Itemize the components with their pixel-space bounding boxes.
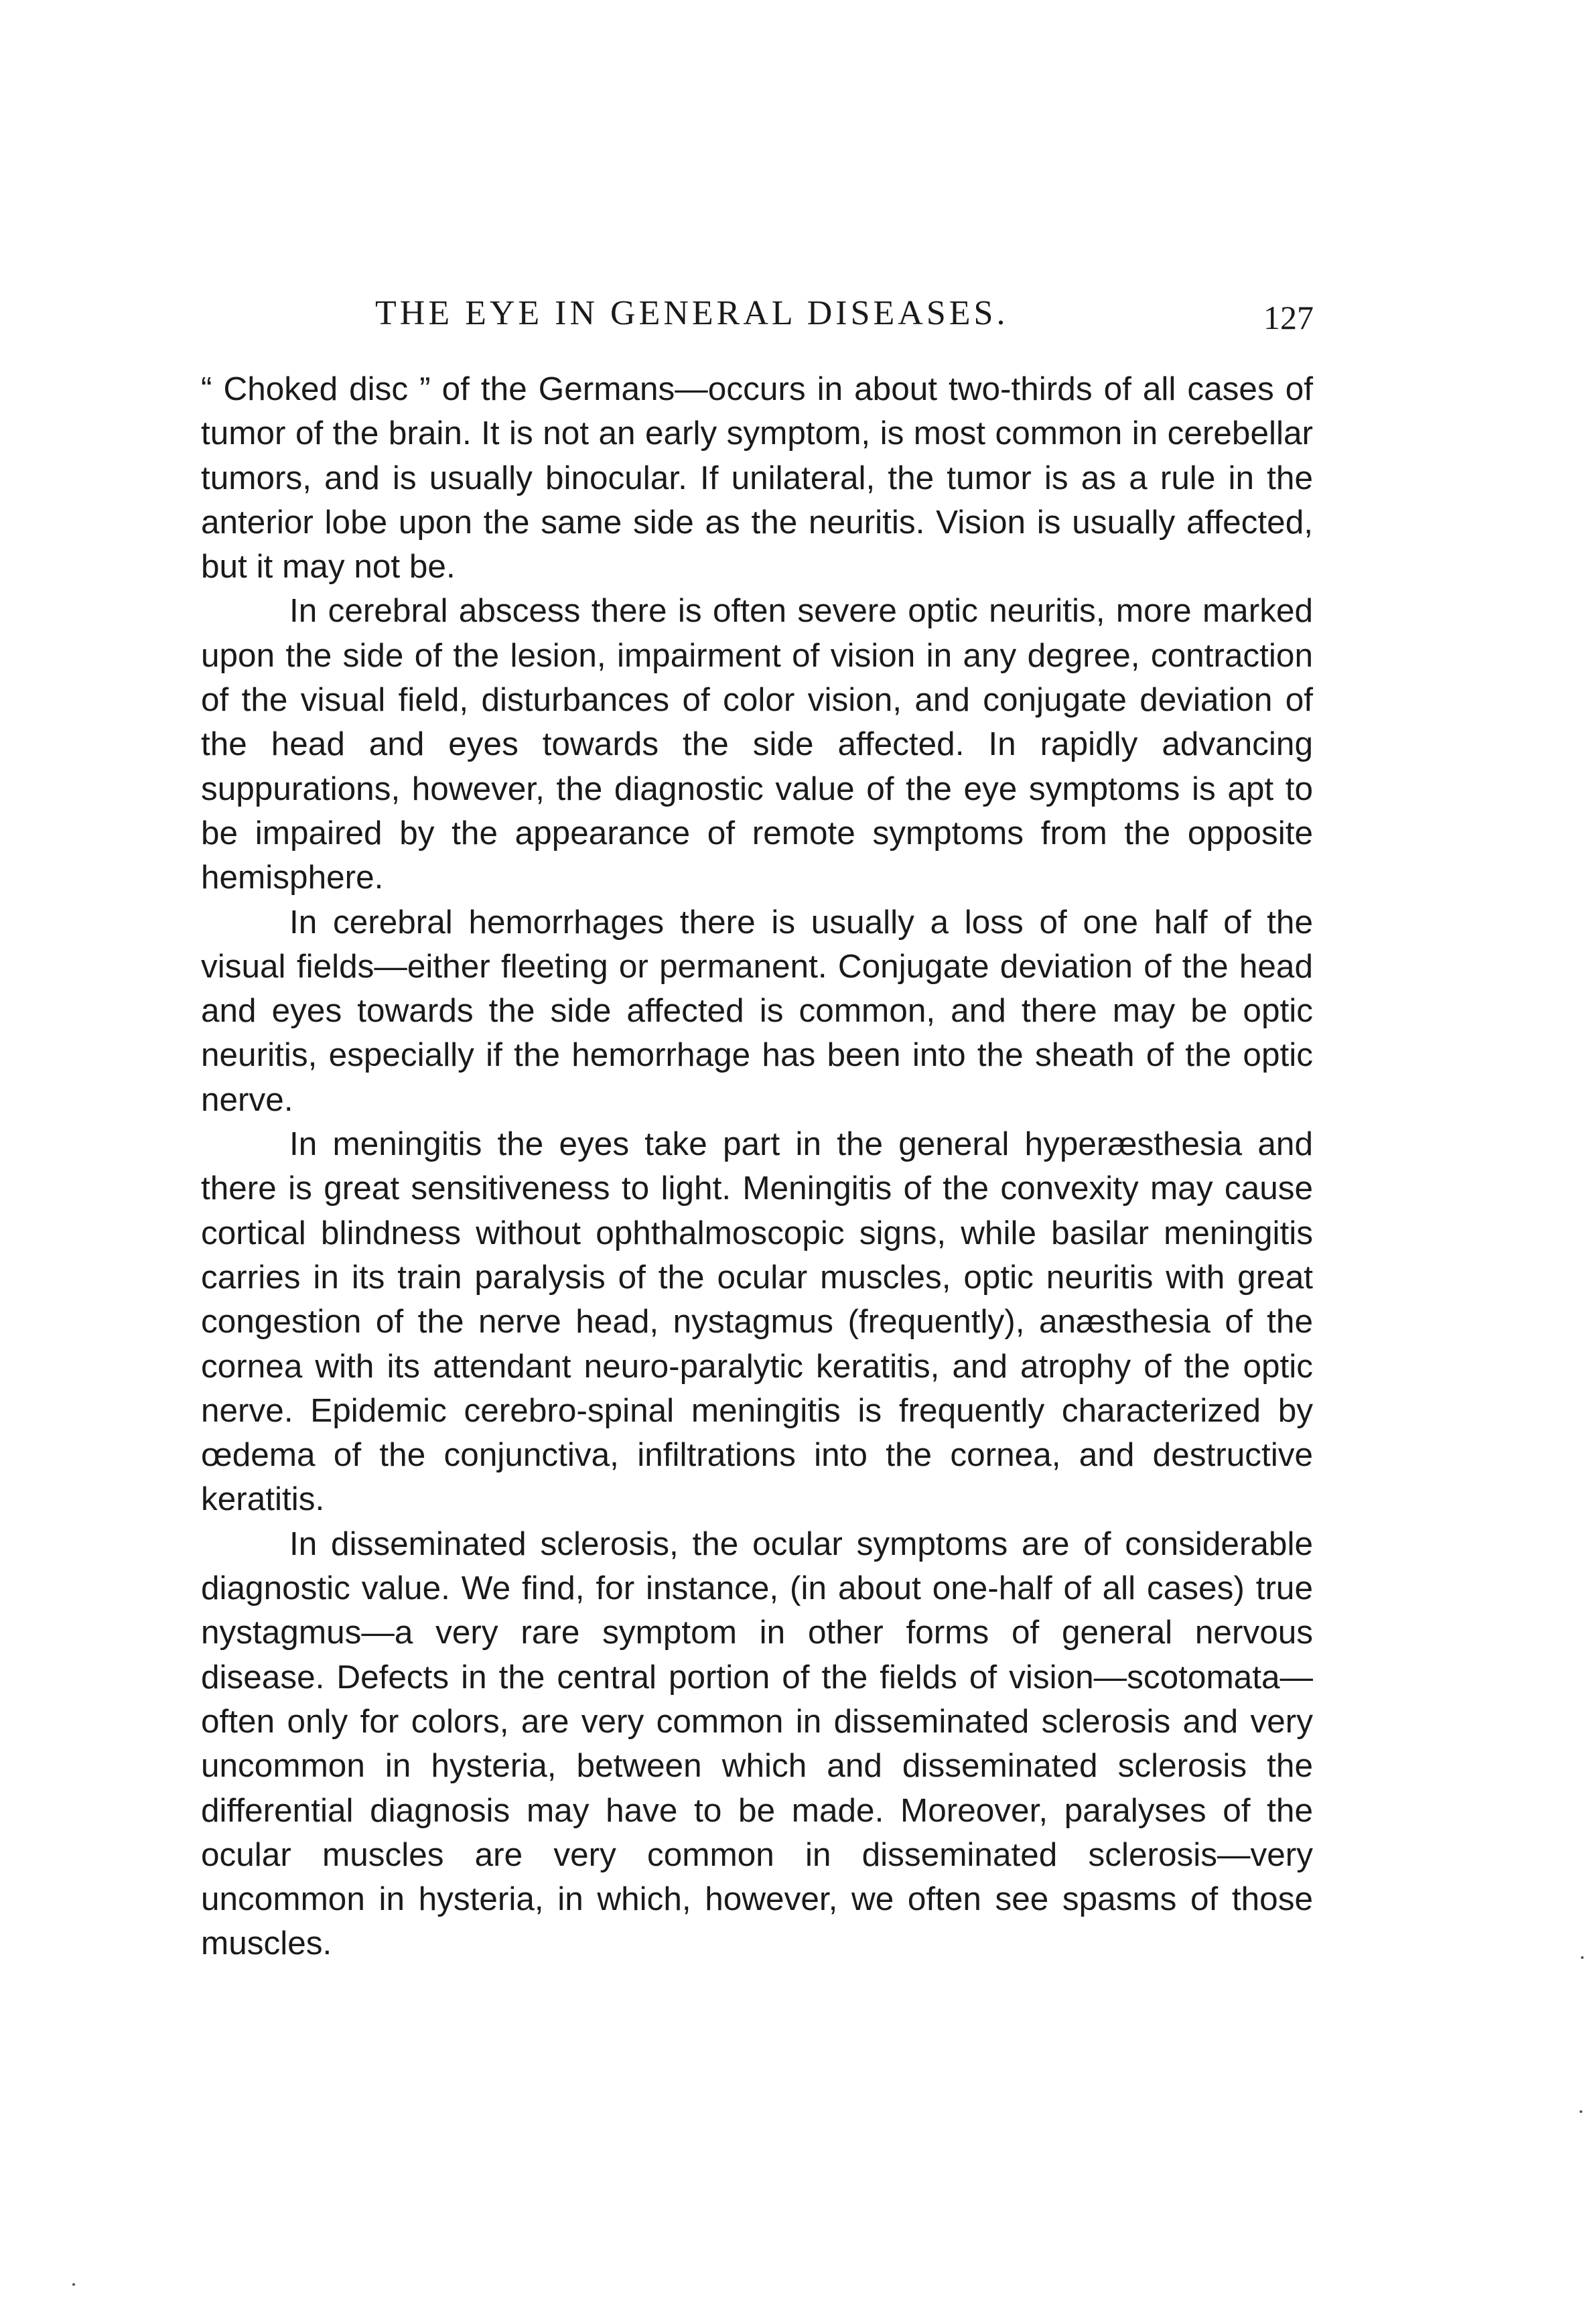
print-speck (1580, 2110, 1582, 2113)
print-speck (72, 2283, 75, 2286)
print-speck (1581, 1956, 1584, 1959)
running-head: THE EYE IN GENERAL DISEASES. (375, 294, 1009, 332)
paragraph-cerebral-hemorrhages: In cerebral hemorrhages there is usually a loss of one half of the visual fields—either fleeting or permanent. Conjugate deviation of the head and eyes towards the side affected is common, and there may be optic neuritis, especially if the hemorrhage has been into the sheath of the optic nerve. (201, 903, 1313, 1118)
paragraph-choked-disc: “ Choked disc ” of the Germans—occurs in about two-thirds of all cases of tumor of the brain. It is not an early symptom, is most common in cerebellar tumors, and is usually binocular. If unilateral, the tumor is as a rule in the anterior lobe upon the same side as the neuritis. Vision is usually affected, but it may not be. (201, 370, 1313, 586)
paragraph-disseminated-sclerosis: In disseminated sclerosis, the ocular symptoms are of considerable diagnostic value. We find, for instance, (in about one-half of all cases) true nystagmus—a very rare symptom in other forms of general nervous disease. Defects in the central portion of the fields of vision—scotomata—often only for colors, are very common in disseminated sclerosis and very uncommon in hysteria, between which and disseminated sclerosis the differential diagnosis may have to be made. Moreover, paralyses of the ocular muscles are very common in disseminated sclerosis—very uncommon in hysteria, in which, however, we often see spasms of those muscles. (201, 1525, 1313, 1962)
page-number: 127 (1263, 299, 1314, 336)
paragraph-meningitis: In meningitis the eyes take part in the general hyperæsthesia and there is great sensitiveness to light. Meningitis of the convexity may cause cortical blindness without ophthalmoscopic signs, while basilar meningitis carries in its train paralysis of the ocular muscles, optic neuritis with great congestion of the nerve head, nystagmus (frequently), anæsthesia of the cornea with its attendant neuro-paralytic keratitis, and atrophy of the optic nerve. Epidemic cerebro-spinal meningitis is frequently characterized by œdema of the conjunctiva, infiltrations into the cornea, and destructive keratitis. (201, 1125, 1313, 1518)
paragraph-cerebral-abscess: In cerebral abscess there is often severe optic neuritis, more marked upon the side of the lesion, impairment of vision in any degree, contraction of the visual field, disturbances of color vision, and conjugate deviation of the head and eyes towards the side affected. In rapidly advancing suppurations, however, the diagnostic value of the eye symptoms is apt to be impaired by the appearance of remote symptoms from the opposite hemisphere. (201, 592, 1313, 896)
body-text (201, 367, 1313, 1966)
